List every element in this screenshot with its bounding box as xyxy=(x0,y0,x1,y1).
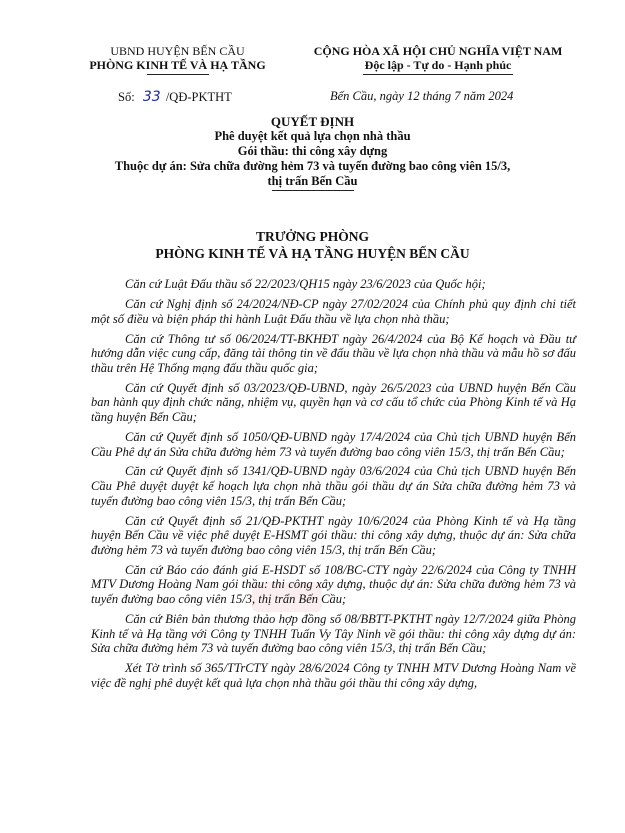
authority-block xyxy=(60,228,565,262)
legal-basis-paragraph: Căn cứ Quyết định số 03/2023/QĐ-UBND, ngày 26/5/2023 của UBND huyện Bến Cầu ban hành quy định chức năng, nhiệm vụ, quyền hạn và cơ cấu tổ chức của Phòng Kinh tế và Hạ tầng huyện Bến Cầu; xyxy=(91,380,576,424)
doc-number-prefix: Số: xyxy=(118,90,135,104)
legal-basis-paragraph: Căn cứ Quyết định số 1050/QĐ-UBND ngày 17/4/2024 của Chủ tịch UBND huyện Bến Cầu Phê dự án Sửa chữa đường hẻm 73 và tuyến đường bao công viên 15/3, thị trấn Bến Cầu; xyxy=(91,429,576,459)
authority-title: TRƯỞNG PHÒNG xyxy=(255,229,370,244)
legal-basis-paragraph: Xét Tờ trình số 365/TTrCTY ngày 28/6/2024 Công ty TNHH MTV Dương Hoàng Nam về việc đề nghị phê duyệt kết quả lựa chọn nhà thầu gói thầu thi công xây dựng, xyxy=(91,661,576,690)
place-and-date: Bến Cầu, ngày 12 tháng 7 năm 2024 xyxy=(330,89,514,103)
issuing-agency-header xyxy=(70,44,285,75)
agency-underline xyxy=(147,74,209,75)
legal-basis-paragraph: Căn cứ Quyết định số 21/QĐ-PKTHT ngày 10/6/2024 của Phòng Kinh tế và Hạ tầng huyện Bến Cầu về việc phê duyệt E-HSMT gói thầu: thi công xây dựng, thuộc dự án: Sửa chữa đường hẻm 73 và tuyến đường bao công viên 15/3, thị trấn Bến Cầu; xyxy=(91,513,576,557)
doc-number-handwritten: 33 xyxy=(142,89,161,105)
legal-basis-paragraph: Căn cứ Nghị định số 24/2024/NĐ-CP ngày 27/02/2024 của Chính phủ quy định chi tiết một số điều và biện pháp thi hành Luật Đấu thầu về lựa chọn nhà thầu; xyxy=(91,296,576,326)
legal-basis-paragraph: Căn cứ Quyết định số 1341/QĐ-UBND ngày 03/6/2024 của Chủ tịch UBND huyện Bến Cầu Phê duyệt duyệt kế hoạch lựa chọn nhà thầu gói thầu dự án Sửa chữa đường hẻm 73 và tuyến đường bao công viên 15/3, thị trấn Bến Cầu; xyxy=(91,464,576,508)
decision-title xyxy=(60,114,565,191)
title-line-2: Gói thầu: thi công xây dựng xyxy=(237,144,388,158)
title-line-1: Phê duyệt kết quả lựa chọn nhà thầu xyxy=(214,129,411,143)
legal-basis-paragraph: Căn cứ Luật Đấu thầu số 22/2023/QH15 ngày 23/6/2023 của Quốc hội; xyxy=(125,277,486,291)
agency-name: PHÒNG KINH TẾ VÀ HẠ TẦNG xyxy=(89,58,266,72)
doc-number-suffix: /QĐ-PKTHT xyxy=(165,90,232,104)
agency-parent-name: UBND HUYỆN BẾN CẦU xyxy=(110,44,245,58)
title-line-4: thị trấn Bến Cầu xyxy=(267,174,358,188)
authority-office: PHÒNG KINH TẾ VÀ HẠ TẦNG HUYỆN BẾN CẦU xyxy=(155,246,470,261)
document-number xyxy=(118,89,232,105)
legal-basis-section xyxy=(91,277,576,696)
legal-basis-paragraph: Căn cứ Biên bản thương thảo hợp đồng số 08/BBTT-PKTHT ngày 12/7/2024 giữa Phòng Kinh tế và Hạ tầng với Công ty TNHH Tuấn Vy Tây Ninh về gói thầu: thi công xây dựng dự án: Sửa chữa đường hẻm 73 và tuyến đường bao công viên 15/3, thị trấn Bến Cầu; xyxy=(91,612,576,656)
document-type: QUYẾT ĐỊNH xyxy=(270,114,355,129)
legal-basis-paragraph: Căn cứ Thông tư số 06/2024/TT-BKHĐT ngày 26/4/2024 của Bộ Kế hoạch và Đầu tư hướng dẫn việc cung cấp, đăng tải thông tin về đấu thầu về lựa chọn nhà thầu và mẫu hồ sơ đấu thầu trên Hệ Thống mạng đấu thầu quốc gia; xyxy=(91,331,576,375)
title-line-3: Thuộc dự án: Sửa chữa đường hẻm 73 và tuyến đường bao công viên 15/3, xyxy=(114,159,511,173)
nation-name: CỘNG HÒA XÃ HỘI CHỦ NGHĨA VIỆT NAM xyxy=(313,44,563,58)
national-header xyxy=(288,44,588,75)
title-underline xyxy=(272,190,354,191)
national-motto: Độc lập - Tự do - Hạnh phúc xyxy=(364,58,512,72)
motto-underline xyxy=(363,74,513,75)
legal-basis-paragraph: Căn cứ Báo cáo đánh giá E-HSDT số 108/BC-CTY ngày 22/6/2024 của Công ty TNHH MTV Dương Hoàng Nam gói thầu: thi công xây dựng, thuộc dự án: Sửa chữa đường hẻm 73 và tuyến đường bao công viên 15/3, thị trấn Bến Cầu; xyxy=(91,562,576,607)
